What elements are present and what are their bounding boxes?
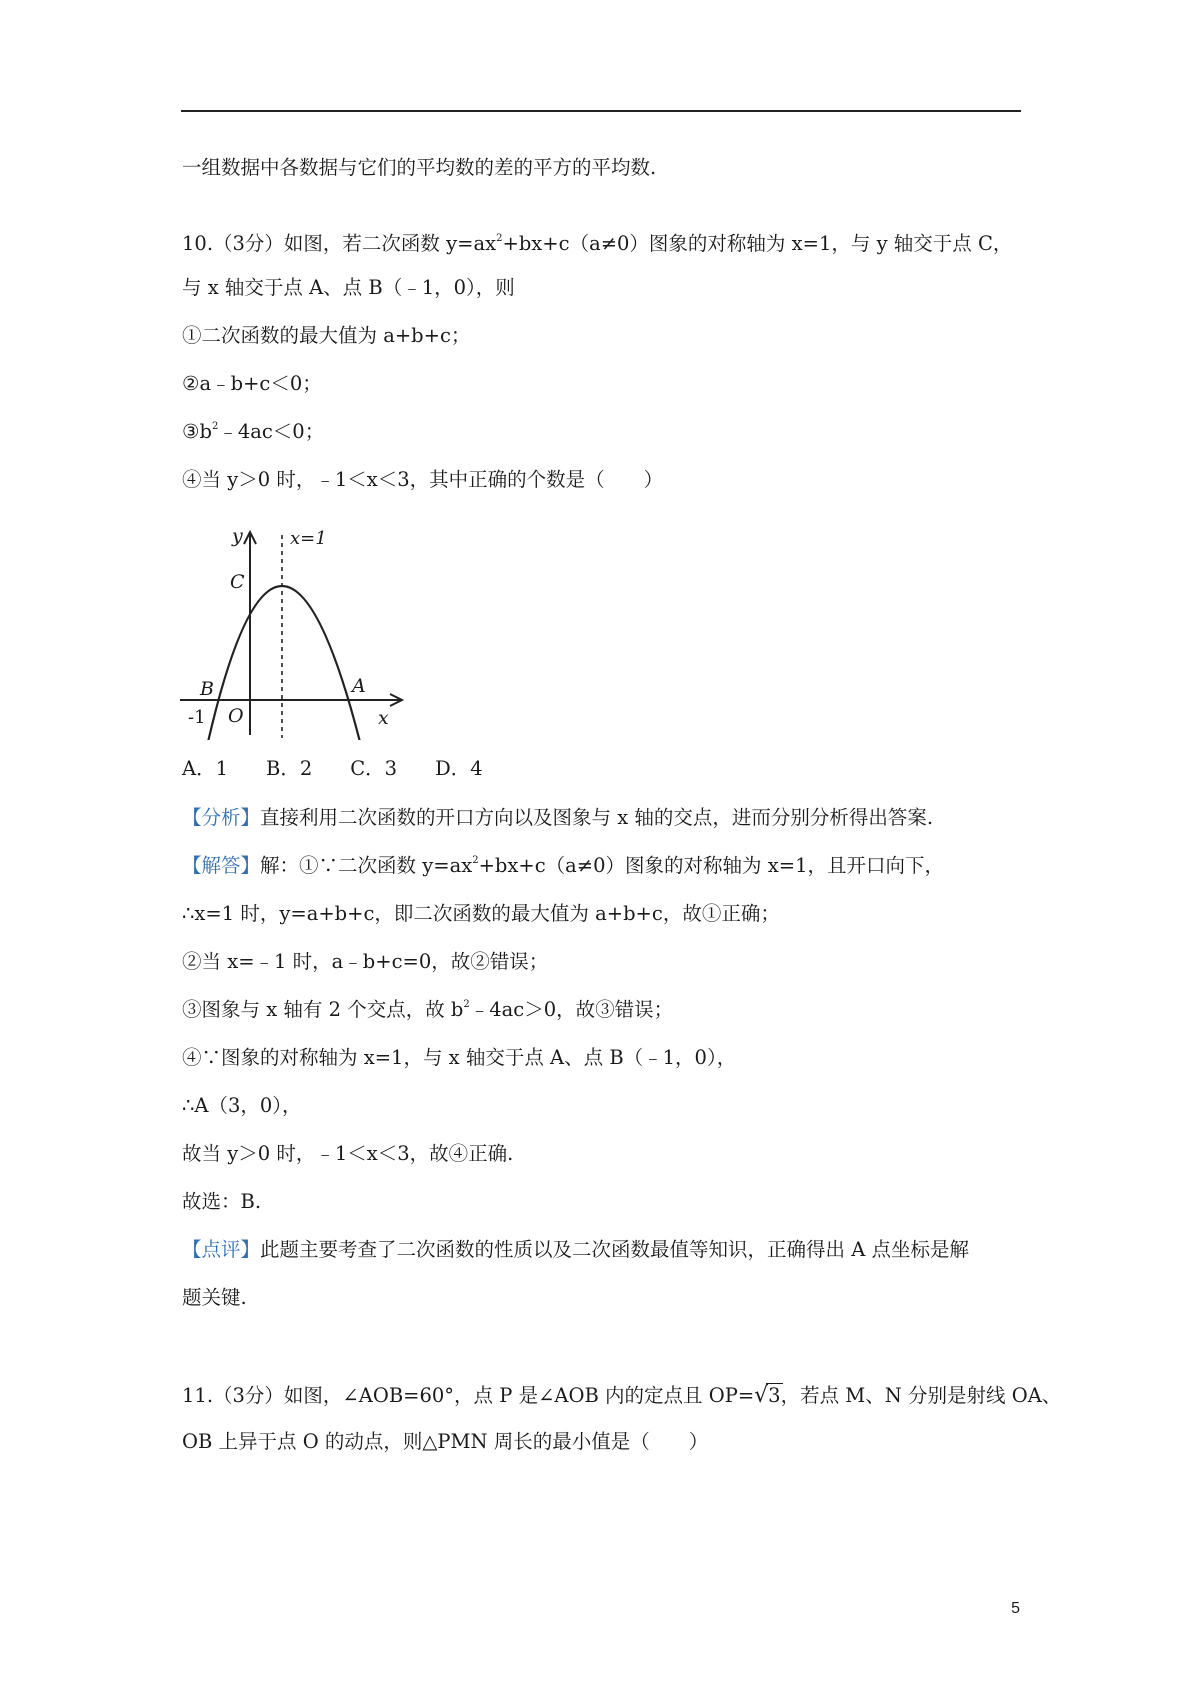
answer4-post: ﹣4ac＞0，故③错误； <box>469 998 674 1021</box>
header-rule <box>181 110 1021 112</box>
q10-answer-line1 <box>182 852 944 880</box>
q10-line1-post: +bx+c（a≠0）图象的对称轴为 x=1，与 y 轴交于点 C， <box>502 232 1013 255</box>
q10-line1 <box>182 230 1012 258</box>
choice-c: C．3 <box>350 757 398 780</box>
q11-line1 <box>182 1382 1061 1410</box>
q11-line1-post: ，若点 M、N 分别是射线 OA、 <box>780 1384 1062 1407</box>
q10-line1-pre: 10.（3分）如图，若二次函数 y=ax <box>182 232 497 255</box>
neg-one-label: -1 <box>188 707 206 728</box>
q10-answer-line3: ②当 x=﹣1 时，a﹣b+c=0，故②错误； <box>182 950 549 973</box>
answer4-exponent: 2 <box>463 999 470 1010</box>
point-c-label: C <box>230 571 245 593</box>
q11-line2: OB 上异于点 O 的动点，则△PMN 周长的最小值是（ ） <box>182 1430 709 1453</box>
point-a-label: A <box>352 675 366 697</box>
q10-comment-line2: 题关键. <box>182 1286 247 1309</box>
q10-statement-3 <box>182 418 324 446</box>
x-axis-label: x <box>378 707 389 729</box>
choice-a: A．1 <box>182 757 228 780</box>
q10-answer-line8: 故选：B. <box>182 1190 262 1213</box>
symmetry-axis-label: x=1 <box>290 528 327 549</box>
q10-analysis <box>182 804 933 832</box>
analysis-tag: 【分析】 <box>182 806 261 829</box>
comment-text: 此题主要考查了二次函数的性质以及二次函数最值等知识，正确得出 A 点坐标是解 <box>260 1238 969 1261</box>
answer-exponent: 2 <box>472 855 479 866</box>
sqrt-symbol: √ 3 <box>754 1383 781 1408</box>
q10-statement-1: ①二次函数的最大值为 a+b+c； <box>182 324 471 347</box>
q10-answer-line7: 故当 y＞0 时，﹣1＜x＜3，故④正确. <box>182 1142 514 1165</box>
answer-post: +bx+c（a≠0）图象的对称轴为 x=1，且开口向下， <box>478 854 944 877</box>
q10-choices <box>182 755 521 783</box>
y-axis-label: y <box>232 525 243 547</box>
q10-statement-4: ④当 y＞0 时，﹣1＜x＜3，其中正确的个数是（ ） <box>182 468 664 491</box>
choice-d: D．4 <box>435 757 483 780</box>
parabola-figure <box>180 520 410 740</box>
sqrt-argument: 3 <box>768 1384 781 1407</box>
q10-line2: 与 x 轴交于点 A、点 B（﹣1，0），则 <box>182 276 515 299</box>
q10-comment-line1 <box>182 1236 969 1264</box>
q10-s3-post: ﹣4ac＜0； <box>218 420 325 443</box>
origin-label: O <box>228 705 244 727</box>
q10-statement-2: ②a﹣b+c＜0； <box>182 372 322 395</box>
q10-exponent: 2 <box>496 233 503 244</box>
intro-text: 一组数据中各数据与它们的平均数的差的平方的平均数. <box>182 156 657 179</box>
q10-answer-line6: ∴A（3，0）， <box>182 1094 302 1117</box>
q10-answer-line5: ④∵图象的对称轴为 x=1，与 x 轴交于点 A、点 B（﹣1，0）， <box>182 1046 737 1069</box>
comment-tag: 【点评】 <box>182 1238 261 1261</box>
analysis-text: 直接利用二次函数的开口方向以及图象与 x 轴的交点，进而分别分析得出答案. <box>260 806 934 829</box>
q10-answer-line2: ∴x=1 时，y=a+b+c，即二次函数的最大值为 a+b+c，故①正确； <box>182 902 780 925</box>
q10-s3-exponent: 2 <box>211 421 219 432</box>
q10-s3-pre: ③b <box>182 420 212 443</box>
q10-answer-line4 <box>182 996 673 1024</box>
point-b-label: B <box>200 678 214 700</box>
answer4-pre: ③图象与 x 轴有 2 个交点，故 b <box>182 998 464 1021</box>
q11-line1-pre: 11.（3分）如图，∠AOB=60°，点 P 是∠AOB 内的定点且 OP= <box>182 1384 755 1407</box>
page-number: 5 <box>1011 1600 1020 1617</box>
choice-b: B．2 <box>266 757 313 780</box>
answer-pre: 解：①∵二次函数 y=ax <box>260 854 473 877</box>
answer-tag: 【解答】 <box>182 854 261 877</box>
